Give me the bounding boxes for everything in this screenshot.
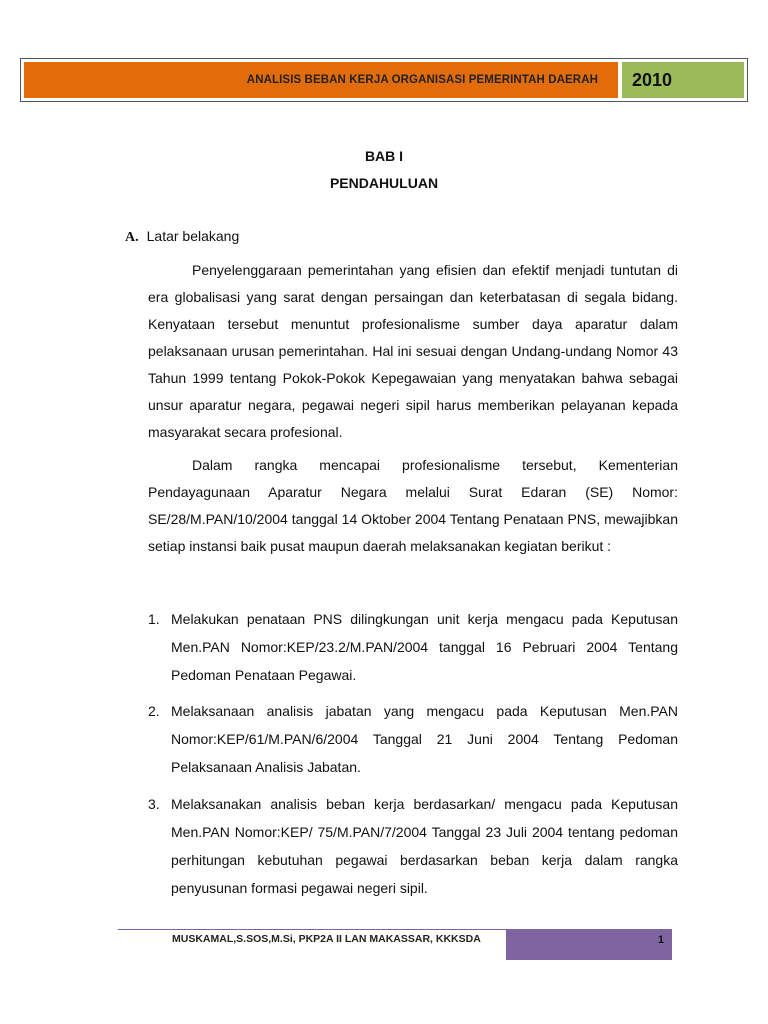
section-heading (125, 228, 239, 246)
footer-page-box (506, 929, 672, 960)
page-number: 1 (657, 934, 664, 946)
paragraph-2: Dalam rangka mencapai profesionalisme tersebut, Kementerian Pendayagunaan Aparatur Negara melalui Surat Edaran (SE) Nomor: SE/28/M.PAN/10/2004 tanggal 14 Oktober 2004 Tentang Penataan PNS, mewajibkan setiap instansi baik pusat maupun daerah melaksanakan kegiatan berikut : (148, 457, 678, 554)
list-text: Melaksanaan analisis jabatan yang mengacu pada Keputusan Men.PAN Nomor:KEP/61/M.PAN/6/2004 Tanggal 21 Juni 2004 Tentang Pedoman Pelaksanaan Analisis Jabatan. (171, 703, 678, 775)
header-title: ANALISIS BEBAN KERJA ORGANISASI PEMERINTAH DAERAH (24, 62, 618, 98)
footer-author: MUSKAMAL,S.SOS,M.Si, PKP2A II LAN MAKASSAR, KKKSDA (172, 933, 481, 945)
chapter-title: PENDAHULUAN (329, 175, 439, 191)
list-number: 2. (148, 703, 160, 719)
page-header (20, 58, 748, 102)
footer-divider (118, 929, 506, 930)
list-text: Melakukan penataan PNS dilingkungan unit kerja mengacu pada Keputusan Men.PAN Nomor:KEP/23.2/M.PAN/2004 tanggal 16 Pebruari 2004 Tentang Pedoman Penataan Pegawai. (171, 611, 678, 683)
list-item-2 (148, 697, 678, 781)
list-number: 1. (148, 611, 160, 627)
list-number: 3. (148, 796, 160, 812)
list-item-1 (148, 605, 678, 689)
list-item-3 (148, 790, 678, 902)
chapter-number: BAB I (364, 148, 404, 164)
header-year: 2010 (622, 62, 744, 98)
section-letter: A. (125, 230, 139, 245)
paragraph-1: Penyelenggaraan pemerintahan yang efisien dan efektif menjadi tuntutan di era globalisasi yang sarat dengan persaingan dan keterbatasan di segala bidang. Kenyataan tersebut menuntut profesionalisme sumber daya aparatur dalam pelaksanaan urusan pemerintahan. Hal ini sesuai dengan Undang-undang Nomor 43 Tahun 1999 tentang Pokok-Pokok Kepegawaian yang menyatakan bahwa sebagai unsur aparatur negara, pegawai negeri sipil harus memberikan pelayanan kepada masyarakat secara profesional. (148, 262, 678, 440)
list-text: Melaksanakan analisis beban kerja berdasarkan/ mengacu pada Keputusan Men.PAN Nomor:KEP/ 75/M.PAN/7/2004 Tanggal 23 Juli 2004 tentang pedoman perhitungan kebutuhan pegawai berdasarkan beban kerja dalam rangka penyusunan formasi pegawai negeri sipil. (171, 796, 678, 896)
section-title: Latar belakang (146, 228, 240, 244)
